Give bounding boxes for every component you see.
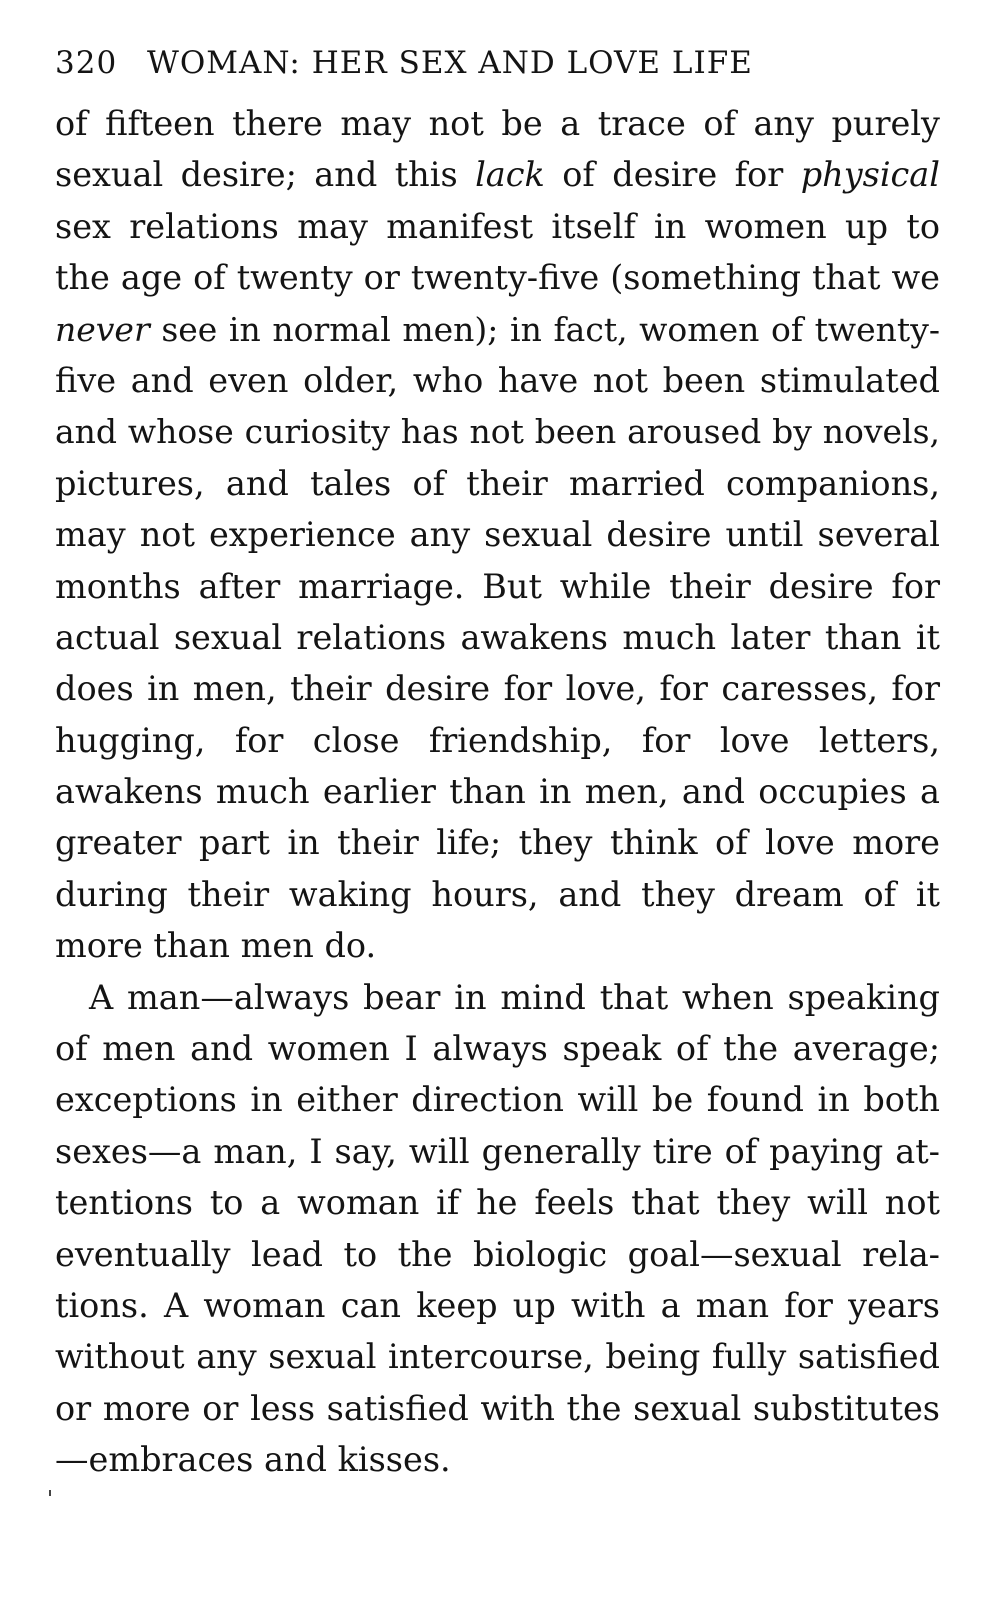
text-line: exceptions in either direction will be found in both: [55, 1080, 940, 1120]
text-line: hugging, for close friendship, for love letters,: [55, 720, 940, 760]
text-line: five and even older, who have not been stimulated: [55, 360, 940, 400]
text-line: the age of twenty or twenty-five (something that we: [55, 258, 940, 298]
text-line: tions. A woman can keep up with a man for years: [55, 1285, 940, 1325]
italic-word: lack: [475, 155, 545, 195]
print-speck: [49, 1490, 51, 1496]
text-line: of fifteen there may not be a trace of any purely: [55, 104, 940, 143]
text-line: [55, 304, 940, 355]
text-line: tentions to a woman if he feels that they will not: [55, 1183, 940, 1223]
paragraph-2: [55, 972, 940, 1486]
text-line: and whose curiosity has not been aroused by novels,: [55, 412, 940, 452]
paragraph-1: [55, 98, 940, 972]
text-line: without any sexual intercourse, being fully satisfied: [55, 1337, 940, 1377]
text-line: greater part in their life; they think of love more: [55, 823, 940, 863]
text-line: of men and women I always speak of the average;: [55, 1029, 940, 1069]
text-line: more than men do.: [55, 926, 377, 966]
text-line: A man—always bear in mind that when speaking: [89, 977, 940, 1017]
italic-word: physical: [800, 155, 940, 195]
running-head: [55, 38, 940, 98]
text-line: eventually lead to the biologic goal—sexual rela-: [55, 1234, 940, 1274]
text-line: may not experience any sexual desire until several: [55, 515, 940, 555]
page-number: 320: [55, 45, 118, 81]
text-line: or more or less satisfied with the sexual substitutes: [55, 1388, 940, 1428]
text-line: sexes—a man, I say, will generally tire of paying at-: [55, 1131, 940, 1171]
text-line: does in men, their desire for love, for caresses, for: [55, 669, 940, 709]
text-line: sex relations may manifest itself in women up to: [55, 206, 940, 246]
text-line: months after marriage. But while their desire for: [55, 566, 940, 606]
text-line: —embraces and kisses.: [55, 1440, 451, 1480]
text-segment: see in normal men); in fact, women of twenty-: [149, 309, 940, 349]
text-segment: sexual desire; and this: [55, 155, 476, 195]
text-line: pictures, and tales of their married companions,: [55, 463, 940, 503]
running-title: WOMAN: HER SEX AND LOVE LIFE: [147, 45, 753, 81]
book-page: [55, 38, 940, 1486]
text-segment: of desire for: [544, 155, 801, 195]
text-line: during their waking hours, and they dream of it: [55, 874, 940, 914]
italic-word: never: [55, 309, 150, 349]
text-line: actual sexual relations awakens much later than it: [55, 617, 940, 657]
text-line: [55, 149, 940, 200]
text-line: awakens much earlier than in men, and occupies a: [55, 772, 940, 812]
